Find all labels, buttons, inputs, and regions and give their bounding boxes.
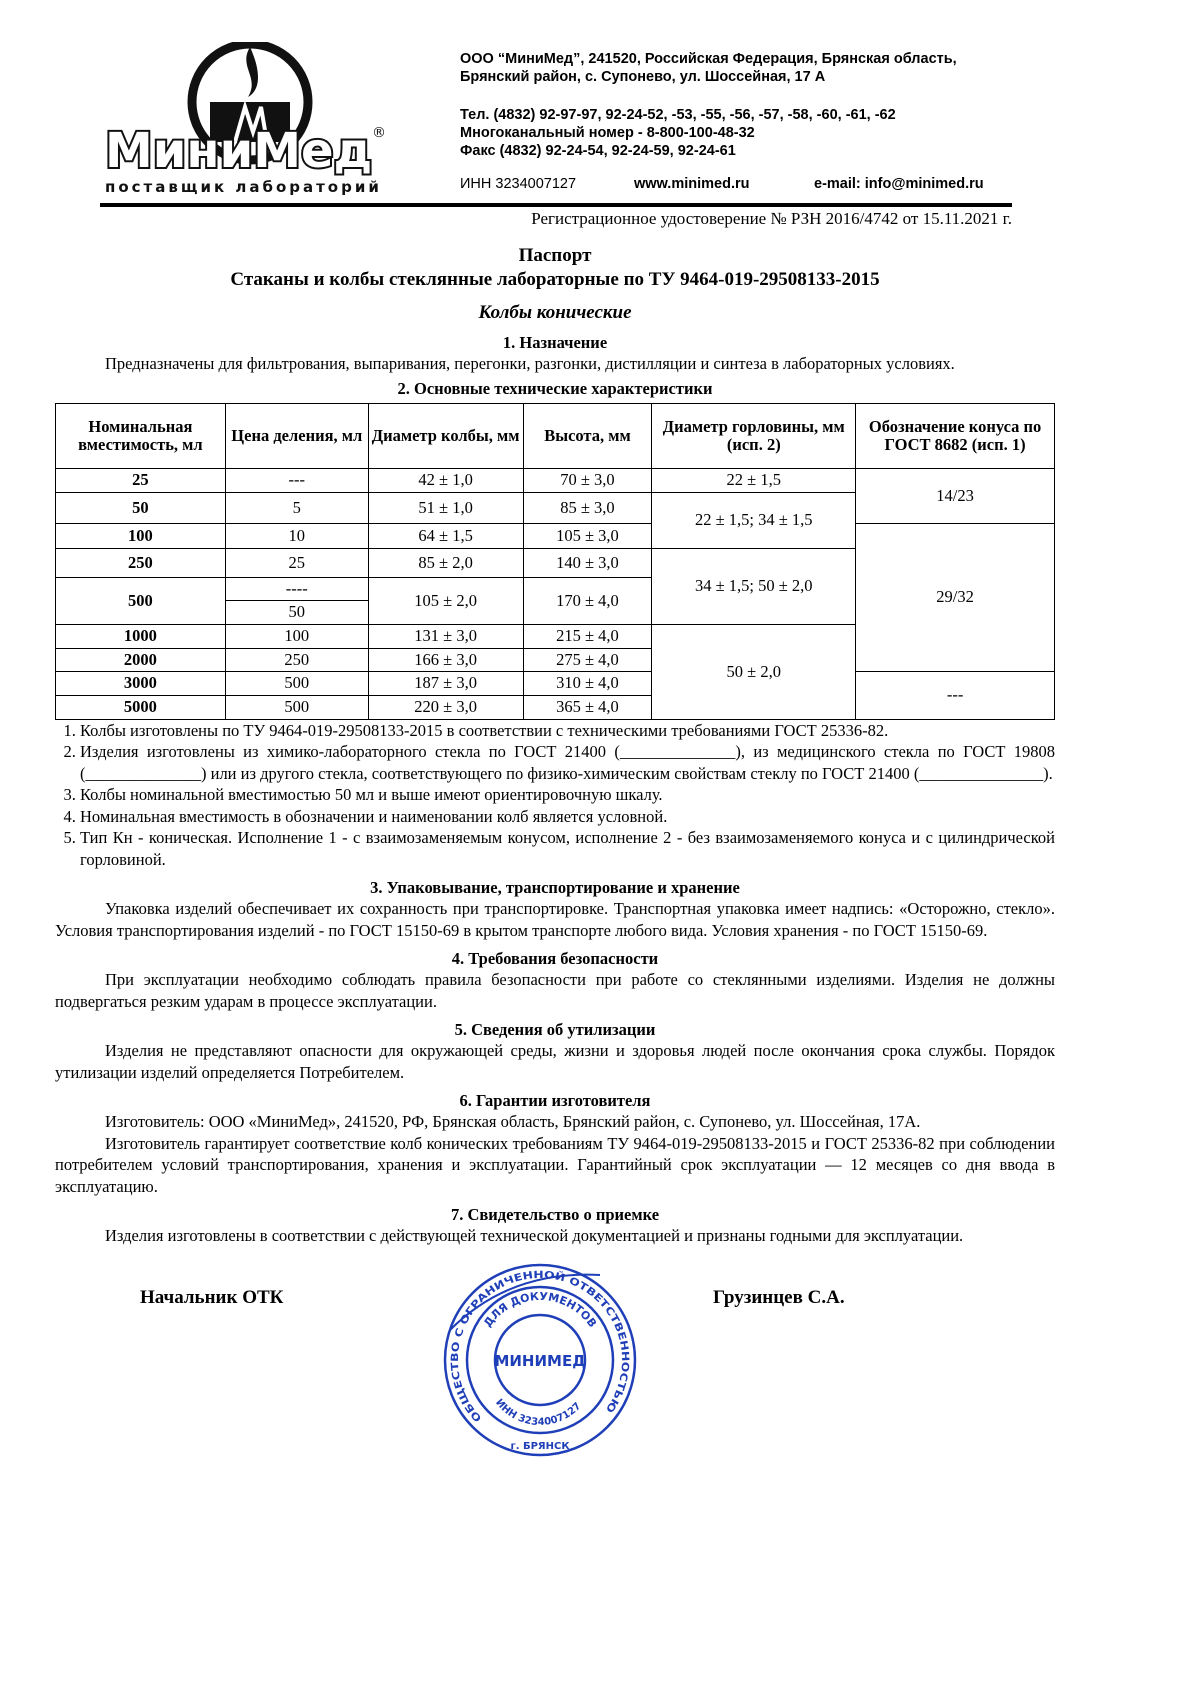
column-header: Обозначение конуса по ГОСТ 8682 (исп. 1) bbox=[856, 403, 1055, 468]
note: 2. Изделия изготовлены из химико-лабораторного стекла по ГОСТ 21400 (______________), из медицинского стекла по ГОСТ 19808 (______________) или из другого стекла, соответствующего по физико-химическим свойствам стеклу по ГОСТ 21400 (_______________). bbox=[80, 741, 1055, 784]
company-address: ООО “МиниМед”, 241520, Российская Федерация, Брянская область, bbox=[460, 51, 957, 67]
cell: 275 ± 4,0 bbox=[523, 648, 652, 671]
cell: 250 bbox=[225, 648, 368, 671]
section-text: Предназначены для фильтрования, выпаривания, перегонки, разгонки, дистилляции и синтеза в лабораторных условиях. bbox=[105, 354, 955, 373]
company-stamp bbox=[440, 1260, 640, 1460]
phone-line: Тел. (4832) 92-97-97, 92-24-52, -53, -55, -56, -57, -58, -60, -61, -62 bbox=[460, 107, 896, 123]
section-text: Изготовитель: ООО «МиниМед», 241520, РФ, Брянская область, Брянский район, с. Супонево, ул. Шоссейная, 17А. bbox=[105, 1112, 921, 1131]
cell: 85 ± 3,0 bbox=[523, 492, 652, 523]
cell: 29/32 bbox=[856, 523, 1055, 671]
cell: 215 ± 4,0 bbox=[523, 624, 652, 648]
cell: 10 bbox=[225, 523, 368, 548]
cell: 365 ± 4,0 bbox=[523, 695, 652, 719]
cell: 220 ± 3,0 bbox=[368, 695, 523, 719]
fax-line: Факс (4832) 92-24-54, 92-24-59, 92-24-61 bbox=[460, 143, 736, 159]
cell: 50 bbox=[225, 600, 368, 624]
stamp-center-text: МИНИМЕД bbox=[494, 1351, 586, 1370]
svg-text:ДЛЯ ДОКУМЕНТОВ bbox=[481, 1289, 599, 1329]
cell: 140 ± 3,0 bbox=[523, 548, 652, 577]
document-title: Паспорт bbox=[518, 245, 592, 266]
svg-text:®: ® bbox=[372, 125, 386, 141]
section-text: Изготовитель гарантирует соответствие колб конических требованиям ТУ 9464-019-29508133-2015 и ГОСТ 25336-82 при соблюдении потребителем условий транспортирования, хранения и эксплуатации. Гарантийный срок эксплуатации — 12 месяцев со дня ввода в эксплуатацию. bbox=[55, 1133, 1055, 1196]
section-text: Упаковка изделий обеспечивает их сохранность при транспортировке. Транспортная упаковка имеет надпись: «Осторожно, стекло». Условия транспортирования изделий - по ГОСТ 15150-69 в крытом транспорте любого вида. Условия хранения - по ГОСТ 15150-69. bbox=[55, 899, 1055, 940]
note: 5. Тип Кн - коническая. Исполнение 1 - с взаимозаменяемым конусом, исполнение 2 - без взаимозаменяемого конуса и с цилиндрической горловиной. bbox=[80, 827, 1055, 870]
website-link[interactable]: www.minimed.ru bbox=[634, 176, 750, 192]
cell: ---- bbox=[225, 577, 368, 600]
cell: 50 ± 2,0 bbox=[652, 624, 856, 719]
note: 1. Колбы изготовлены по ТУ 9464-019-29508133-2015 в соответствии с техническими требованиями ГОСТ 25336-82. bbox=[80, 720, 1055, 742]
inn: ИНН 3234007127 bbox=[460, 176, 577, 192]
column-header: Номинальная вместимость, мл bbox=[56, 403, 226, 468]
cell: 85 ± 2,0 bbox=[368, 548, 523, 577]
cell: 500 bbox=[56, 577, 226, 624]
specs-table bbox=[55, 403, 1055, 720]
cell: 170 ± 4,0 bbox=[523, 577, 652, 624]
section-text: Изделия изготовлены в соответствии с действующей технической документацией и признаны годными для эксплуатации. bbox=[105, 1226, 964, 1245]
document-body bbox=[55, 333, 1055, 1475]
email-link[interactable]: e-mail: info@minimed.ru bbox=[814, 176, 984, 192]
notes-list bbox=[55, 720, 1055, 871]
cell: 5000 bbox=[56, 695, 226, 719]
cell: --- bbox=[856, 671, 1055, 719]
column-header: Цена деления, мл bbox=[225, 403, 368, 468]
signer-role: Начальник ОТК bbox=[140, 1286, 284, 1308]
cell: 22 ± 1,5 bbox=[652, 468, 856, 492]
table-header-row bbox=[56, 403, 1055, 468]
section-heading: 3. Упаковывание, транспортирование и хранение bbox=[370, 878, 740, 897]
cell: 100 bbox=[56, 523, 226, 548]
table-row bbox=[56, 468, 1055, 492]
section-text: Изделия не представляют опасности для окружающей среды, жизни и здоровья людей после окончания срока службы. Порядок утилизации изделий определяется Потребителем. bbox=[55, 1041, 1055, 1082]
cell: 166 ± 3,0 bbox=[368, 648, 523, 671]
cell: 34 ± 1,5; 50 ± 2,0 bbox=[652, 548, 856, 624]
cell: 51 ± 1,0 bbox=[368, 492, 523, 523]
note: 3. Колбы номинальной вместимостью 50 мл и выше имеют ориентировочную шкалу. bbox=[80, 784, 1055, 806]
company-address-line2: Брянский район, с. Супонево, ул. Шоссейная, 17 А bbox=[460, 69, 826, 85]
cell: 14/23 bbox=[856, 468, 1055, 523]
cell: 500 bbox=[225, 671, 368, 695]
section-heading: 7. Свидетельство о приемке bbox=[450, 1205, 660, 1224]
cell: 1000 bbox=[56, 624, 226, 648]
stamp-city: г. БРЯНСК bbox=[510, 1440, 570, 1452]
document-subtitle: Стаканы и колбы стеклянные лабораторные по ТУ 9464-019-29508133-2015 bbox=[230, 269, 880, 290]
multichannel-line: Многоканальный номер - 8-800-100-48-32 bbox=[460, 125, 755, 141]
table-row bbox=[56, 523, 1055, 548]
section-heading: 1. Назначение bbox=[502, 333, 608, 352]
registration-certificate: Регистрационное удостоверение № РЗН 2016/4742 от 15.11.2021 г. bbox=[531, 209, 1012, 228]
signer-name: Грузинцев С.А. bbox=[713, 1286, 845, 1308]
section-heading: 2. Основные технические характеристики bbox=[397, 378, 713, 398]
section-heading: 5. Сведения об утилизации bbox=[454, 1020, 656, 1039]
section-text: При эксплуатации необходимо соблюдать правила безопасности при работе со стеклянными изделиями. Изделия не должны подвергаться резким ударам в процессе эксплуатации. bbox=[55, 970, 1055, 1011]
note: 4. Номинальная вместимость в обозначении и наименовании колб является условной. bbox=[80, 806, 1055, 828]
cell: 500 bbox=[225, 695, 368, 719]
cell: 100 bbox=[225, 624, 368, 648]
cell: 105 ± 2,0 bbox=[368, 577, 523, 624]
column-header: Высота, мм bbox=[523, 403, 652, 468]
signature-row bbox=[55, 1269, 1055, 1475]
svg-text:поставщик лабораторий: поставщик лабораторий bbox=[105, 178, 382, 196]
cell: 250 bbox=[56, 548, 226, 577]
cell: 2000 bbox=[56, 648, 226, 671]
stamp-outer-text: ОБЩЕСТВО С ОГРАНИЧЕННОЙ ОТВЕТСТВЕННОСТЬЮ bbox=[449, 1269, 631, 1423]
cell: --- bbox=[225, 468, 368, 492]
cell: 187 ± 3,0 bbox=[368, 671, 523, 695]
column-header: Диаметр колбы, мм bbox=[368, 403, 523, 468]
cell: 42 ± 1,0 bbox=[368, 468, 523, 492]
section-heading: 4. Требования безопасности bbox=[451, 949, 659, 968]
svg-text:ИНН 3234007127 bbox=[493, 1397, 583, 1428]
product-name: Колбы конические bbox=[478, 302, 632, 323]
stamp-inn: ИНН 3234007127 bbox=[493, 1396, 584, 1428]
stamp-inner-text: ДЛЯ ДОКУМЕНТОВ bbox=[481, 1289, 600, 1330]
cell: 25 bbox=[225, 548, 368, 577]
minimed-logo bbox=[100, 42, 400, 202]
cell: 25 bbox=[56, 468, 226, 492]
cell: 5 bbox=[225, 492, 368, 523]
table-row bbox=[56, 671, 1055, 695]
cell: 64 ± 1,5 bbox=[368, 523, 523, 548]
column-header: Диаметр горловины, мм (исп. 2) bbox=[652, 403, 856, 468]
cell: 310 ± 4,0 bbox=[523, 671, 652, 695]
cell: 131 ± 3,0 bbox=[368, 624, 523, 648]
svg-text:МиниМед: МиниМед bbox=[105, 123, 373, 179]
cell: 22 ± 1,5; 34 ± 1,5 bbox=[652, 492, 856, 548]
cell: 50 bbox=[56, 492, 226, 523]
cell: 70 ± 3,0 bbox=[523, 468, 652, 492]
cell: 3000 bbox=[56, 671, 226, 695]
section-heading: 6. Гарантии изготовителя bbox=[459, 1091, 651, 1110]
header-divider bbox=[100, 203, 1012, 207]
cell: 105 ± 3,0 bbox=[523, 523, 652, 548]
